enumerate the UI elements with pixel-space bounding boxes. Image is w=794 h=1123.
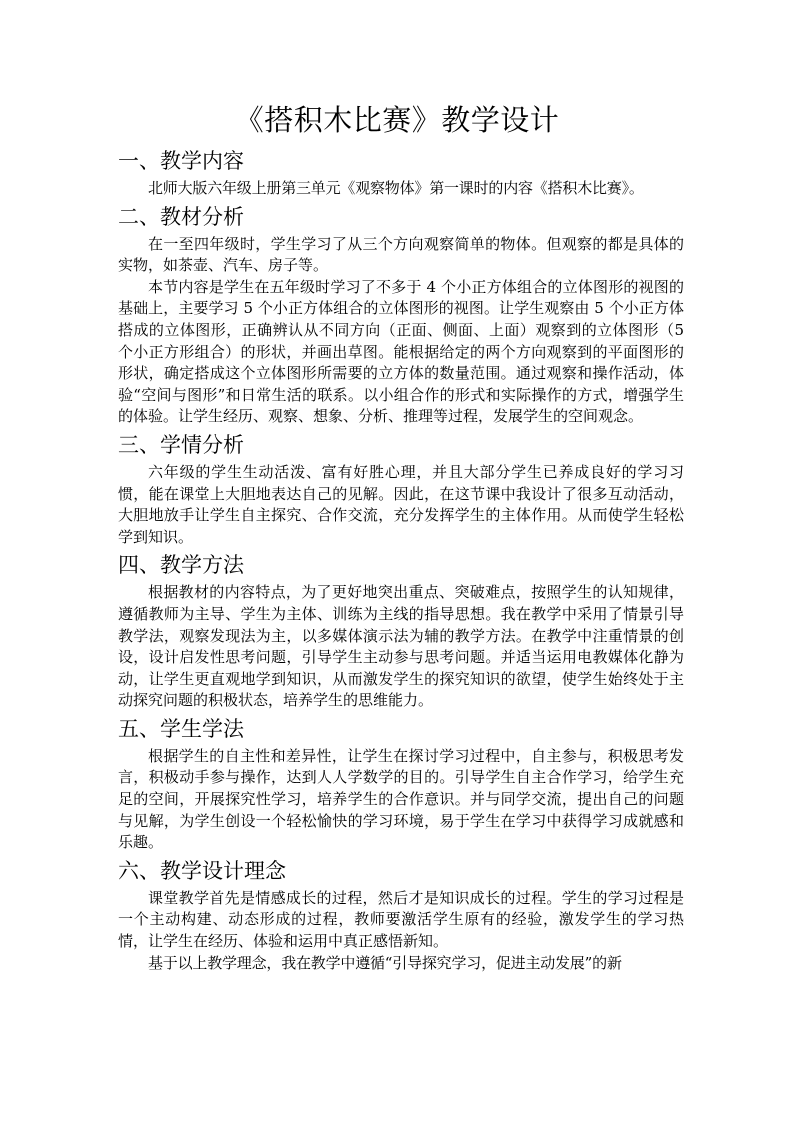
section-student-analysis: [118, 430, 684, 548]
section-paragraph: 北师大版六年级上册第三单元《观察物体》第一课时的内容《搭积木比赛》。: [148, 179, 644, 197]
section-heading: 一、教学内容: [118, 149, 244, 173]
section-paragraph: 六年级的学生生动活泼、富有好胜心理，并且大部分学生已养成良好的学习习惯，能在课堂上大胆地表达自己的见解。因此，在这节课中我设计了很多互动活动，大胆地放手让学生自主探究、合作交流，充分发挥学生的主体作用。从而使学生轻松学到知识。: [118, 462, 684, 546]
section-design-concept: [118, 856, 684, 974]
section-paragraph: 基于以上教学理念，我在教学中遵循“引导探究学习，促进主动发展”的新: [148, 953, 622, 972]
section-heading: 五、学生学法: [118, 716, 244, 741]
document-body: [118, 146, 684, 974]
section-teaching-method: [118, 550, 684, 712]
section-heading: 四、教学方法: [118, 553, 244, 578]
section-paragraph: 根据学生的自主性和差异性，让学生在探讨学习过程中，自主参与，积极思考发言，积极动手参与操作，达到人人学数学的目的。引导学生自主合作学习，给学生充足的空间，开展探究性学习，培养学生的合作意识。并与同学交流，提出自己的问题与见解，为学生创设一个轻松愉快的学习环境，易于学生在学习中获得学习成就感和乐趣。: [118, 746, 684, 852]
section-heading: 三、学情分析: [118, 432, 244, 457]
section-teaching-content: [118, 146, 684, 200]
section-textbook-analysis: [118, 202, 684, 428]
section-heading: 二、教材分析: [118, 204, 244, 229]
section-heading: 六、教学设计理念: [118, 858, 286, 883]
section-learning-method: [118, 714, 684, 854]
section-paragraph: 本节内容是学生在五年级时学习了不多于 4 个小正方体组合的立体图形的视图的基础上，主要学习 5 个小正方体组合的立体图形的视图。让学生观察由 5 个小正方体搭成的立体图形，正确辨认从不同方向（正面、侧面、上面）观察到的立体图形（5 个小正方形组合）的形状，并画出草图。能根据给定的两个方向观察到的平面图形的形状，确定搭成这个立体图形所需要的立方体的数量范围。通过观察和操作活动，体验“空间与图形”和日常生活的联系。以小组合作的形式和实际操作的方式，增强学生的体验。让学生经历、观察、想象、分析、推理等过程，发展学生的空间观念。: [118, 277, 684, 426]
document-title: 《搭积木比赛》教学设计: [234, 103, 560, 137]
section-paragraph: 根据教材的内容特点，为了更好地突出重点、突破难点，按照学生的认知规律，遵循教师为主导、学生为主体、训练为主线的指导思想。我在教学中采用了情景引导教学法，观察发现法为主，以多媒体演示法为辅的教学方法。在教学中注重情景的创设，设计启发性思考问题，引导学生主动参与思考问题。并适当运用电教媒体化静为动，让学生更直观地学到知识，从而激发学生的探究知识的欲望，使学生始终处于主动探究问题的积极状态，培养学生的思维能力。: [118, 583, 684, 710]
section-paragraph: 在一至四年级时，学生学习了从三个方向观察简单的物体。但观察的都是具体的实物，如茶壶、汽车、房子等。: [118, 234, 684, 275]
section-paragraph: 课堂教学首先是情感成长的过程，然后才是知识成长的过程。学生的学习过程是一个主动构建、动态形成的过程，教师要激活学生原有的经验，激发学生的学习热情，让学生在经历、体验和运用中真正感悟新知。: [118, 888, 684, 951]
